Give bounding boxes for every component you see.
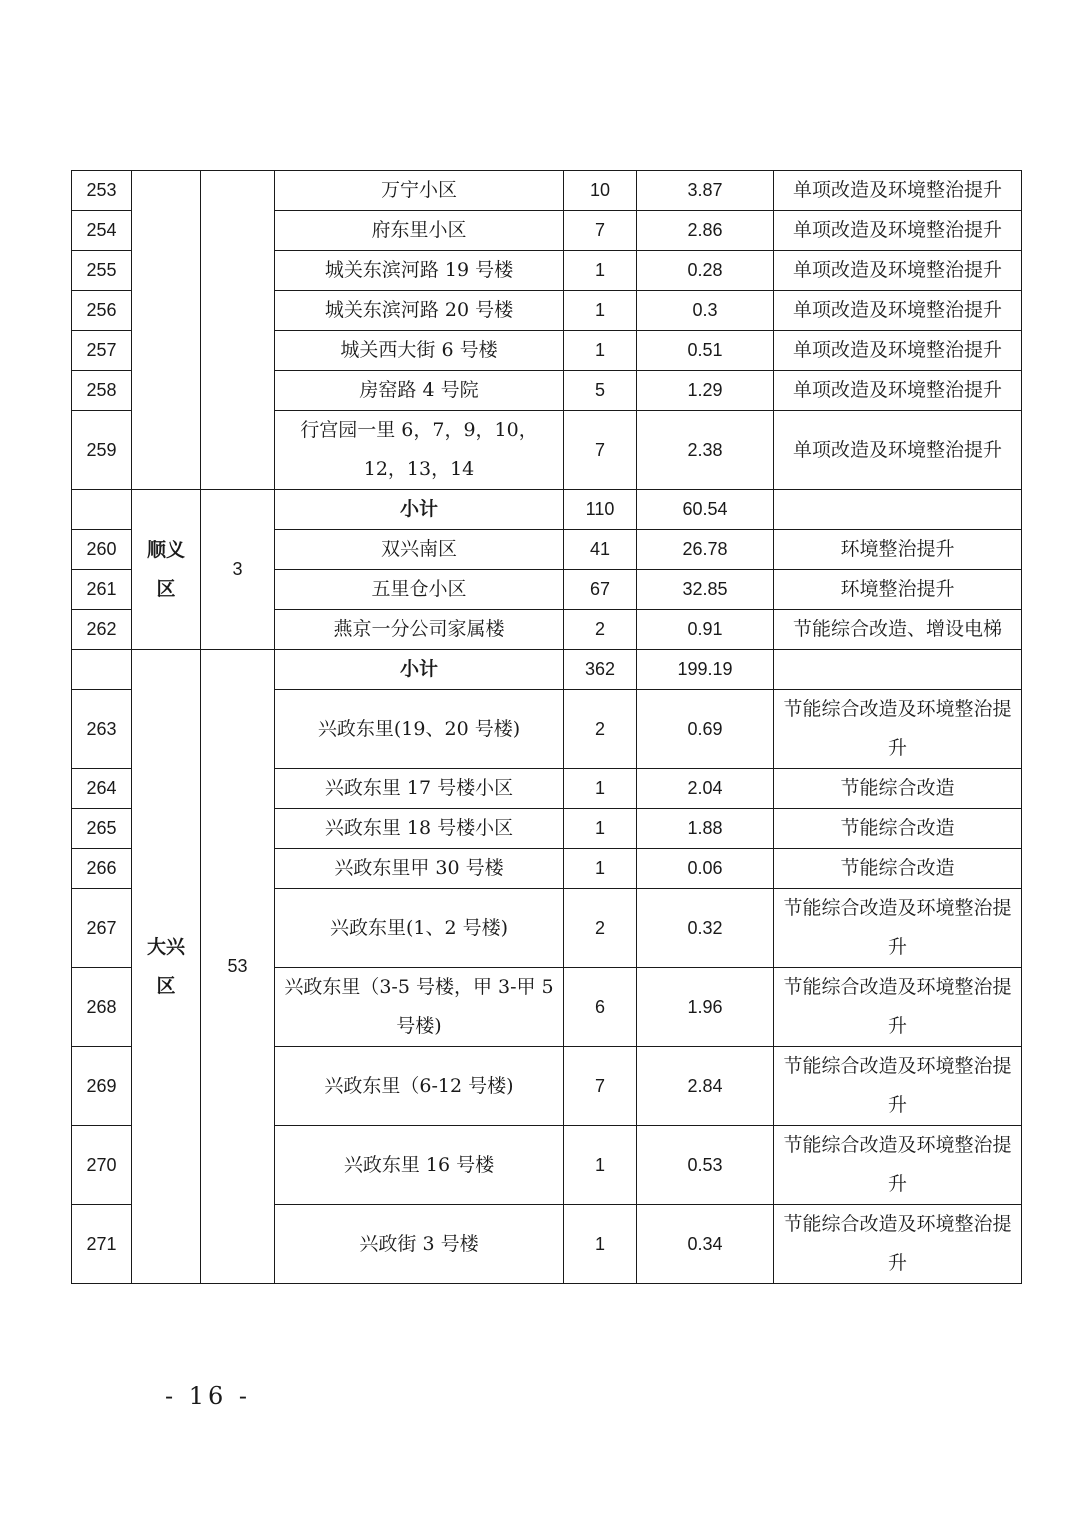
project-name: 五里仓小区 (275, 570, 564, 610)
building-count: 6 (564, 968, 637, 1047)
project-name: 房窑路 4 号院 (275, 371, 564, 411)
project-name: 城关西大街 6 号楼 (275, 331, 564, 371)
renovation-type: 节能综合改造及环境整治提升 (774, 889, 1022, 968)
building-count: 1 (564, 769, 637, 809)
building-count: 67 (564, 570, 637, 610)
district-count: 53 (201, 650, 275, 1284)
project-name: 兴政东里（6-12 号楼) (275, 1047, 564, 1126)
building-count: 1 (564, 1126, 637, 1205)
renovation-type: 节能综合改造及环境整治提升 (774, 968, 1022, 1047)
renovation-type: 单项改造及环境整治提升 (774, 211, 1022, 251)
area-value: 2.04 (637, 769, 774, 809)
row-number: 269 (72, 1047, 132, 1126)
row-number: 259 (72, 411, 132, 490)
project-name: 城关东滨河路 20 号楼 (275, 291, 564, 331)
area-value: 1.96 (637, 968, 774, 1047)
building-count: 7 (564, 1047, 637, 1126)
row-number: 254 (72, 211, 132, 251)
row-number: 260 (72, 530, 132, 570)
project-name: 万宁小区 (275, 171, 564, 211)
renovation-type (774, 490, 1022, 530)
row-number: 268 (72, 968, 132, 1047)
row-number: 271 (72, 1205, 132, 1284)
building-count: 1 (564, 251, 637, 291)
renovation-type: 单项改造及环境整治提升 (774, 291, 1022, 331)
project-name: 兴政东里 17 号楼小区 (275, 769, 564, 809)
area-value: 3.87 (637, 171, 774, 211)
area-value: 0.28 (637, 251, 774, 291)
row-number: 264 (72, 769, 132, 809)
renovation-type: 环境整治提升 (774, 570, 1022, 610)
renovation-type: 单项改造及环境整治提升 (774, 371, 1022, 411)
row-number: 256 (72, 291, 132, 331)
project-name: 兴政东里 18 号楼小区 (275, 809, 564, 849)
subtotal-count: 362 (564, 650, 637, 690)
project-name: 双兴南区 (275, 530, 564, 570)
area-value: 0.34 (637, 1205, 774, 1284)
area-value: 2.86 (637, 211, 774, 251)
project-name: 城关东滨河路 19 号楼 (275, 251, 564, 291)
building-count: 2 (564, 610, 637, 650)
district-count: 3 (201, 490, 275, 650)
table-row (72, 171, 1022, 211)
subtotal-area: 60.54 (637, 490, 774, 530)
page-number: - 16 - (165, 1382, 252, 1410)
row-number (72, 490, 132, 530)
renovation-type (774, 650, 1022, 690)
area-value: 2.38 (637, 411, 774, 490)
row-number: 253 (72, 171, 132, 211)
district-cell (132, 171, 201, 490)
row-number: 261 (72, 570, 132, 610)
building-count: 1 (564, 291, 637, 331)
area-value: 0.69 (637, 690, 774, 769)
area-value: 1.88 (637, 809, 774, 849)
row-number: 266 (72, 849, 132, 889)
area-value: 0.3 (637, 291, 774, 331)
row-number (72, 650, 132, 690)
renovation-type: 环境整治提升 (774, 530, 1022, 570)
subtotal-label: 小计 (275, 490, 564, 530)
subtotal-row (72, 650, 1022, 690)
building-count: 5 (564, 371, 637, 411)
renovation-type: 单项改造及环境整治提升 (774, 411, 1022, 490)
renovation-type: 节能综合改造 (774, 769, 1022, 809)
building-count: 7 (564, 411, 637, 490)
building-count: 41 (564, 530, 637, 570)
row-number: 257 (72, 331, 132, 371)
renovation-type: 单项改造及环境整治提升 (774, 331, 1022, 371)
area-value: 1.29 (637, 371, 774, 411)
area-value: 32.85 (637, 570, 774, 610)
renovation-type: 节能综合改造及环境整治提升 (774, 1126, 1022, 1205)
row-number: 258 (72, 371, 132, 411)
project-table (71, 170, 1022, 1284)
subtotal-area: 199.19 (637, 650, 774, 690)
renovation-type: 节能综合改造及环境整治提升 (774, 690, 1022, 769)
district-name: 顺义区 (132, 490, 201, 650)
row-number: 262 (72, 610, 132, 650)
area-value: 0.32 (637, 889, 774, 968)
subtotal-count: 110 (564, 490, 637, 530)
project-name: 府东里小区 (275, 211, 564, 251)
area-value: 0.53 (637, 1126, 774, 1205)
renovation-type: 节能综合改造 (774, 849, 1022, 889)
building-count: 7 (564, 211, 637, 251)
building-count: 1 (564, 809, 637, 849)
area-value: 0.51 (637, 331, 774, 371)
area-value: 0.06 (637, 849, 774, 889)
area-value: 26.78 (637, 530, 774, 570)
renovation-type: 节能综合改造及环境整治提升 (774, 1047, 1022, 1126)
project-name: 兴政东里(1、2 号楼) (275, 889, 564, 968)
area-value: 2.84 (637, 1047, 774, 1126)
building-count: 2 (564, 690, 637, 769)
project-name: 兴政街 3 号楼 (275, 1205, 564, 1284)
row-number: 265 (72, 809, 132, 849)
building-count: 1 (564, 1205, 637, 1284)
subtotal-label: 小计 (275, 650, 564, 690)
building-count: 1 (564, 849, 637, 889)
district-count-cell (201, 171, 275, 490)
renovation-type: 节能综合改造 (774, 809, 1022, 849)
project-name: 兴政东里（3-5 号楼，甲 3-甲 5 号楼) (275, 968, 564, 1047)
renovation-type: 节能综合改造及环境整治提升 (774, 1205, 1022, 1284)
row-number: 267 (72, 889, 132, 968)
building-count: 2 (564, 889, 637, 968)
project-name: 兴政东里甲 30 号楼 (275, 849, 564, 889)
row-number: 270 (72, 1126, 132, 1205)
building-count: 10 (564, 171, 637, 211)
renovation-type: 单项改造及环境整治提升 (774, 251, 1022, 291)
building-count: 1 (564, 331, 637, 371)
project-name: 兴政东里 16 号楼 (275, 1126, 564, 1205)
subtotal-row (72, 490, 1022, 530)
renovation-type: 节能综合改造、增设电梯 (774, 610, 1022, 650)
project-name: 行宫园一里 6，7，9，10，12，13，14 (275, 411, 564, 490)
area-value: 0.91 (637, 610, 774, 650)
project-name: 燕京一分公司家属楼 (275, 610, 564, 650)
project-name: 兴政东里(19、20 号楼) (275, 690, 564, 769)
row-number: 263 (72, 690, 132, 769)
row-number: 255 (72, 251, 132, 291)
district-name: 大兴区 (132, 650, 201, 1284)
renovation-type: 单项改造及环境整治提升 (774, 171, 1022, 211)
